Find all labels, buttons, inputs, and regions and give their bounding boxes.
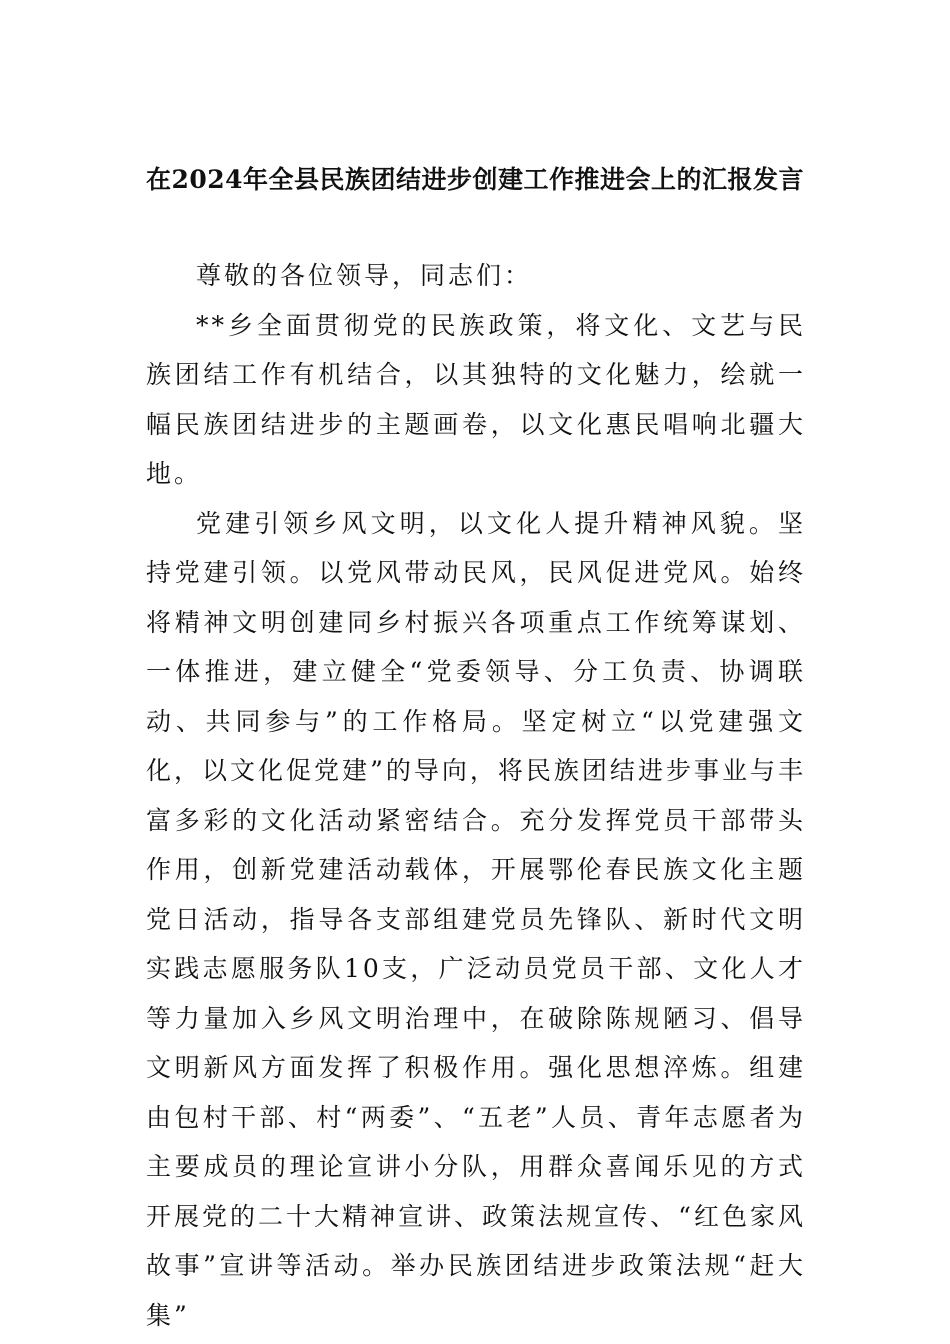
intro-paragraph: **乡全面贯彻党的民族政策，将文化、文艺与民族团结工作有机结合，以其独特的文化魅力，绘就一幅民族团结进步的主题画卷，以文化惠民唱响北疆大地。	[146, 310, 806, 488]
party-building-paragraph: 党建引领乡风文明，以文化人提升精神风貌。坚持党建引领。以党风带动民风，民风促进党风。始终将精神文明创建同乡村振兴各项重点工作统筹谋划、一体推进，建立健全“党委领导、分工负责、协调联动、共同参与”的工作格局。坚定树立“以党建强文化，以文化促党建”的导向，将民族团结进步事业与丰富多彩的文化活动紧密结合。充分发挥党员干部带头作用，创新党建活动载体，开展鄂伦春民族文化主题党日活动，指导各支部组建党员先锋队、新时代文明实践志愿服务队10支，广泛动员党员干部、文化人才等力量加入乡风文明治理中，在破除陈规陋习、倡导文明新风方面发挥了积极作用。强化思想淬炼。组建由包村干部、村“两委”、“五老”人员、青年志愿者为主要成员的理论宣讲小分队，用群众喜闻乐见的方式开展党的二十大精神宣讲、政策法规宣传、“红色家风故事”宣讲等活动。举办民族团结进步政策法规“赶大集”	[146, 508, 806, 1330]
document-title: 在2024年全县民族团结进步创建工作推进会上的汇报发言	[145, 165, 805, 194]
salutation-paragraph: 尊敬的各位领导，同志们：	[196, 261, 533, 290]
document-body	[146, 251, 806, 1340]
